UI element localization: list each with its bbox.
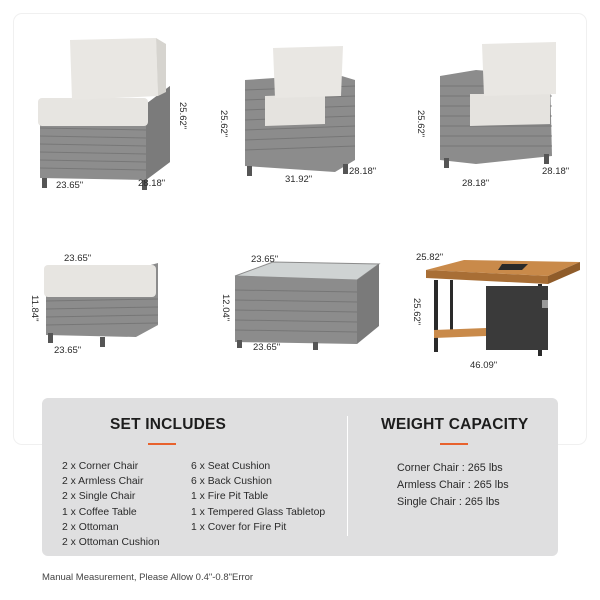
fire-pit-height-label: 25.62": [411, 298, 422, 326]
weight-capacity-list: [397, 460, 509, 511]
fire-pit-depth-label: 25.82": [416, 252, 444, 263]
fire-pit-width-label: 46.09": [470, 360, 498, 371]
panel-divider: [347, 416, 348, 536]
single-chair-figure: [415, 40, 580, 190]
set-includes-underline: [148, 443, 176, 445]
list-item: 2 x Ottoman: [62, 521, 119, 533]
coffee-table-drawing: [225, 250, 385, 360]
list-item: Armless Chair : 265 lbs: [397, 479, 509, 491]
corner-chair-depth-label: 28.18": [138, 178, 166, 189]
fire-pit-table-drawing: [420, 250, 590, 370]
list-item: 2 x Ottoman Cushion: [62, 536, 160, 548]
set-includes-title: SET INCLUDES: [110, 416, 227, 433]
set-includes-left-list: [62, 459, 160, 550]
list-item: 1 x Coffee Table: [62, 506, 137, 518]
list-item: 2 x Corner Chair: [62, 461, 139, 472]
single-chair-width-label: 28.18": [462, 178, 490, 189]
set-includes-right-list: [191, 459, 325, 535]
list-item: Corner Chair : 265 lbs: [397, 462, 503, 474]
coffee-table-height-label: 12.04": [220, 294, 231, 322]
armless-chair-width-label: 31.92": [285, 174, 313, 185]
ottoman-height-label: 11.84": [29, 295, 40, 322]
ottoman-figure: [30, 245, 200, 365]
list-item: 1 x Tempered Glass Tabletop: [191, 506, 326, 518]
coffee-table-bottom-label: 23.65": [253, 342, 281, 353]
corner-chair-drawing: [30, 30, 200, 200]
fire-pit-table-figure: [411, 250, 590, 371]
corner-chair-width-label: 23.65": [56, 180, 84, 191]
list-item: Single Chair : 265 lbs: [397, 496, 500, 508]
coffee-table-top-label: 23.65": [251, 254, 279, 265]
list-item: 6 x Seat Cushion: [191, 461, 271, 472]
set-info-panel: [42, 398, 558, 556]
single-chair-depth-label: 28.18": [542, 166, 570, 177]
weight-capacity-title: WEIGHT CAPACITY: [381, 416, 529, 433]
corner-chair-figure: [30, 30, 200, 200]
list-item: 1 x Fire Pit Table: [191, 491, 269, 503]
coffee-table-figure: [220, 250, 385, 360]
ottoman-top-label: 23.65": [64, 253, 92, 264]
list-item: 2 x Armless Chair: [62, 476, 144, 488]
weight-capacity-underline: [440, 443, 468, 445]
list-item: 2 x Single Chair: [62, 491, 136, 503]
corner-chair-height-label: 25.62": [177, 102, 188, 130]
armless-chair-height-label: 25.62": [218, 110, 229, 138]
armless-chair-figure: [218, 40, 385, 190]
list-item: 6 x Back Cushion: [191, 476, 272, 488]
ottoman-bottom-label: 23.65": [54, 345, 82, 356]
armless-chair-depth-label: 28.18": [349, 166, 377, 177]
list-item: 1 x Cover for Fire Pit: [191, 521, 287, 533]
single-chair-height-label: 25.62": [415, 110, 426, 138]
measurement-footnote: Manual Measurement, Please Allow 0.4"-0.8"Error: [42, 572, 254, 583]
